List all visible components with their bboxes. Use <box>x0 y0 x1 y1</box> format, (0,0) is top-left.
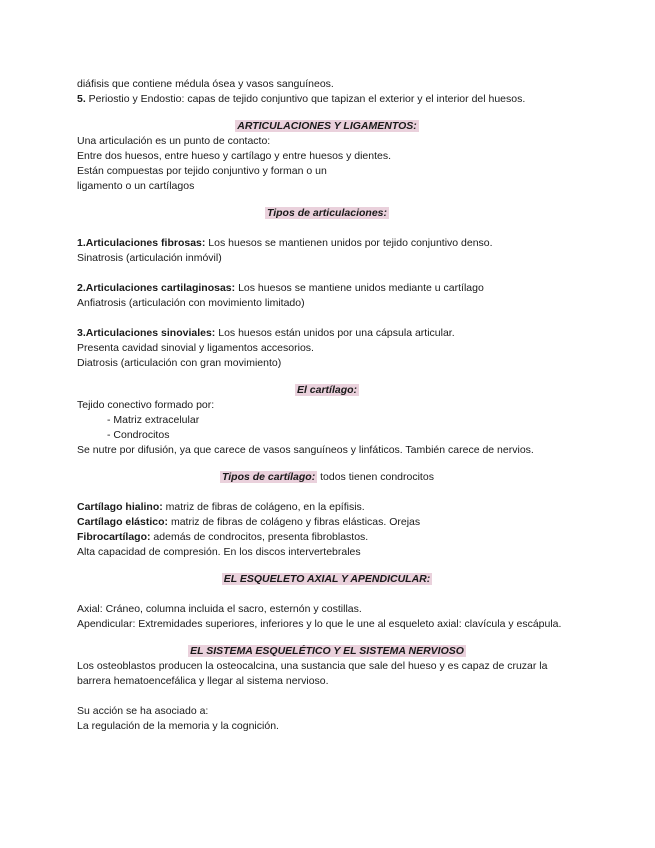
cartilago-tipo-text: además de condrocitos, presenta fibroblastos. <box>150 531 369 543</box>
sistema-regulacion: La regulación de la memoria y la cognición. <box>77 720 279 732</box>
tipos-heading: Tipos de articulaciones: <box>266 207 387 219</box>
cartilago-heading-row <box>77 383 577 398</box>
sistema-line: barrera hematoencefálica y llegar al sistema nervioso. <box>77 675 329 687</box>
tipos-heading-row <box>77 206 577 221</box>
articulaciones-heading-row <box>77 119 577 134</box>
cartilago-intro: Tejido conectivo formado por: <box>77 399 215 411</box>
sistema-heading-row <box>77 644 577 659</box>
document-page <box>77 77 577 734</box>
intro-line: diáfisis que contiene médula ósea y vasos sanguíneos. <box>77 78 334 90</box>
tipo-text: Los huesos están unidos por una cápsula articular. <box>215 327 455 339</box>
articulaciones-line: Entre dos huesos, entre hueso y cartílago y entre huesos y dientes. <box>77 150 392 162</box>
tipo-extra: Presenta cavidad sinovial y ligamentos accesorios. <box>77 342 314 354</box>
esqueleto-heading-row <box>77 572 577 587</box>
tipo-text: Los huesos se mantienen unidos por tejido conjuntivo denso. <box>205 237 493 249</box>
tipos-cartilago-heading-row <box>77 470 577 485</box>
cartilago-tipo-text: matriz de fibras de colágeno, en la epífisis. <box>162 501 365 513</box>
item-5-text: Periostio y Endostio: capas de tejido conjuntivo que tapizan el exterior y el interior del huesos. <box>85 93 526 105</box>
esqueleto-heading: EL ESQUELETO AXIAL Y APENDICULAR: <box>223 573 431 585</box>
cartilago-tipo-title: Cartílago hialino: <box>77 501 163 513</box>
tipo-title: 2.Articulaciones cartilaginosas: <box>77 282 236 294</box>
tipo-extra: Diatrosis (articulación con gran movimiento) <box>77 357 282 369</box>
articulaciones-line: Están compuestas por tejido conjuntivo y forman o un <box>77 165 327 177</box>
articulaciones-line: Una articulación es un punto de contacto: <box>77 135 271 147</box>
tipo-extra: Sinatrosis (articulación inmóvil) <box>77 252 222 264</box>
cartilago-heading: El cartílago: <box>296 384 358 396</box>
cartilago-tipo-text: matriz de fibras de colágeno y fibras elásticas. Orejas <box>168 516 421 528</box>
articulaciones-line: ligamento o un cartílagos <box>77 180 195 192</box>
cartilago-tipo-title: Fibrocartílago: <box>77 531 151 543</box>
articulaciones-heading: ARTICULACIONES Y LIGAMENTOS: <box>237 120 417 132</box>
sistema-line: Los osteoblastos producen la osteocalcina, una sustancia que sale del hueso y es capaz de cruzar la <box>77 660 548 672</box>
sistema-accion: Su acción se ha asociado a: <box>77 705 209 717</box>
cartilago-bullet: - Matriz extracelular <box>107 414 200 426</box>
cartilago-nutre: Se nutre por difusión, ya que carece de vasos sanguíneos y linfáticos. También carece de nervios. <box>77 444 534 456</box>
cartilago-tipo <box>77 530 577 545</box>
tipo-title: 3.Articulaciones sinoviales: <box>77 327 216 339</box>
cartilago-extra: Alta capacidad de compresión. En los discos intervertebrales <box>77 546 361 558</box>
cartilago-tipo <box>77 500 577 515</box>
cartilago-tipo <box>77 515 577 530</box>
tipos-cartilago-heading: Tipos de cartílago: <box>222 471 316 483</box>
tipo-text: Los huesos se mantiene unidos mediante u cartílago <box>235 282 484 294</box>
item-5-number: 5. <box>77 93 86 105</box>
tipo-title: 1.Articulaciones fibrosas: <box>77 237 206 249</box>
tipo-fibrosas <box>77 236 577 251</box>
esqueleto-axial: Axial: Cráneo, columna incluida el sacro, esternón y costillas. <box>77 603 362 615</box>
tipo-extra: Anfiatrosis (articulación con movimiento limitado) <box>77 297 305 309</box>
sistema-heading: EL SISTEMA ESQUELÉTICO Y EL SISTEMA NERVIOSO <box>190 645 464 657</box>
esqueleto-apendicular: Apendicular: Extremidades superiores, inferiores y lo que le une al esqueleto axial: clavícula y escápula. <box>77 618 562 630</box>
tipos-cartilago-after: todos tienen condrocitos <box>317 471 434 483</box>
tipo-sinoviales <box>77 326 577 341</box>
cartilago-tipo-title: Cartílago elástico: <box>77 516 169 528</box>
cartilago-bullet: - Condrocitos <box>107 429 170 441</box>
tipo-cartilaginosas <box>77 281 577 296</box>
item-5 <box>77 92 577 107</box>
